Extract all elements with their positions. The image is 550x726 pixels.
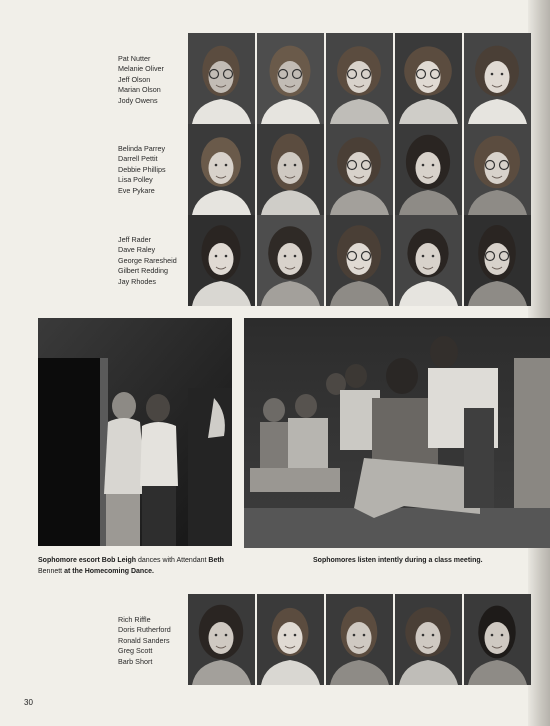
student-name: Doris Rutherford [118, 625, 171, 635]
page-number: 30 [24, 698, 33, 707]
name-list-3 [118, 235, 188, 287]
student-portrait [395, 594, 462, 685]
student-portrait [188, 594, 255, 685]
student-name: George Raresheid [118, 255, 177, 265]
dance-photo [38, 318, 232, 546]
student-portrait [464, 215, 531, 306]
student-name: Belinda Parrey [118, 144, 166, 153]
student-name: Eve Pykare [118, 185, 155, 195]
student-name: Debbie Phillips [118, 164, 166, 174]
student-name: Lisa Polley [118, 175, 153, 185]
student-portrait [257, 124, 324, 215]
dance-photo-caption [38, 556, 248, 577]
student-portrait [464, 594, 531, 685]
student-portrait [326, 594, 393, 685]
student-portrait [326, 33, 393, 124]
student-name: Melanie Oliver [118, 64, 164, 74]
caption-bold-part: Sophomore escort Bob Leigh [38, 557, 138, 564]
student-portrait [464, 124, 531, 215]
student-portrait [395, 124, 462, 215]
student-name: Rich Riffle [118, 615, 151, 624]
student-name: Darrell Pettit [118, 154, 158, 164]
student-portrait [395, 33, 462, 124]
student-portrait [188, 33, 255, 124]
student-portrait [188, 124, 255, 215]
name-list-1 [118, 54, 188, 106]
student-name: Barb Short [118, 656, 153, 666]
student-portrait [464, 33, 531, 124]
student-name: Jeff Rader [118, 235, 152, 244]
student-name: Gilbert Redding [118, 266, 168, 276]
student-name: Greg Scott [118, 646, 153, 656]
caption-bold-part: at the Homecoming Dance. [64, 567, 154, 575]
class-meeting-caption: Sophomores listen intently during a class meeting. [313, 557, 483, 564]
student-portrait [188, 215, 255, 306]
student-portrait [326, 124, 393, 215]
student-name: Ronald Sanders [118, 635, 170, 645]
student-portrait [257, 594, 324, 685]
class-meeting-photo [244, 318, 550, 548]
student-name: Jay Rhodes [118, 276, 156, 286]
student-name: Marian Olson [118, 85, 161, 95]
name-list-4 [118, 615, 188, 667]
student-name: Dave Raley [118, 245, 156, 255]
student-portrait [257, 33, 324, 124]
caption-bold-part: Beth [208, 557, 224, 564]
student-name: Jeff Olson [118, 74, 151, 84]
student-portrait [395, 215, 462, 306]
student-name: Jody Owens [118, 95, 158, 105]
student-portrait [257, 215, 324, 306]
student-name: Pat Nutter [118, 54, 151, 63]
caption-plain-part: Bennett [38, 567, 65, 575]
caption-plain-part: dances with Attendant [137, 557, 209, 564]
student-portrait [326, 215, 393, 306]
name-list-2 [118, 144, 188, 196]
